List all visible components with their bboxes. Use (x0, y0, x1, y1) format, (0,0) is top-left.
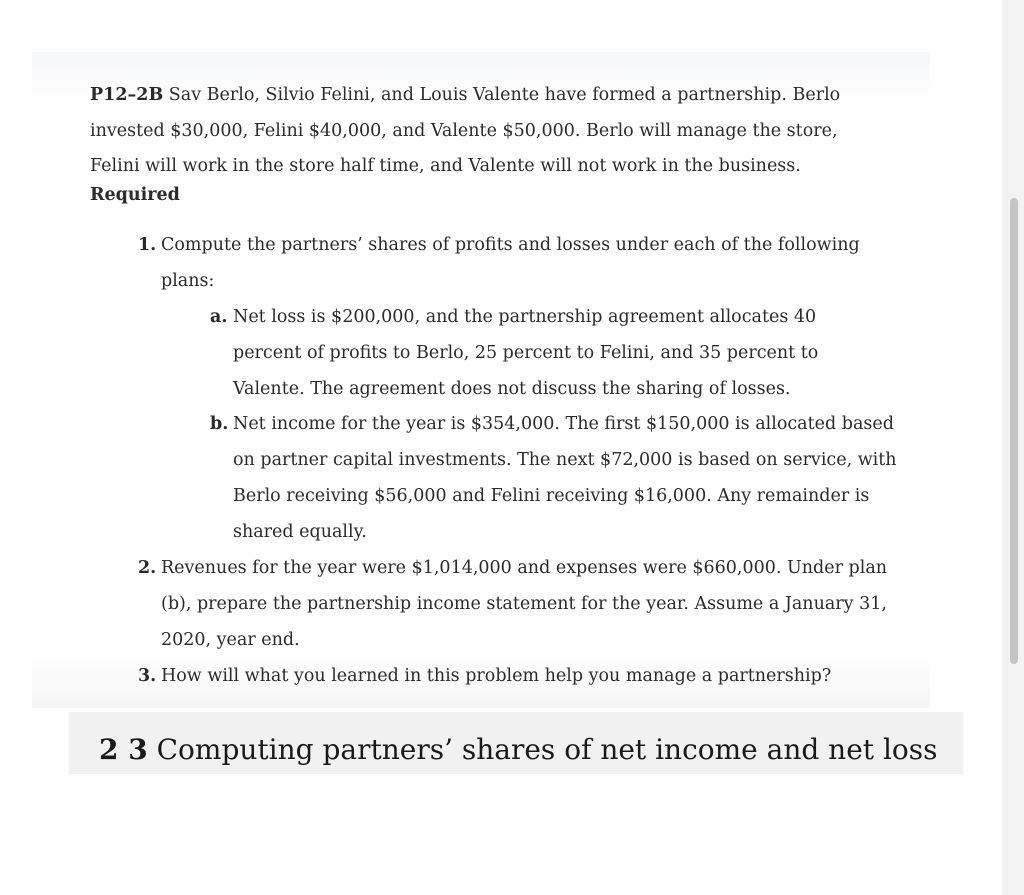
question-2-number: 2. (138, 558, 157, 578)
question-3-number: 3. (138, 666, 157, 686)
question-2-text: Revenues for the year were $1,014,000 and expenses were $660,000. Under plan (b), prepare the partnership income statement for the year. Assume a January 31, 2020, year end. (161, 558, 888, 650)
problem-intro (90, 78, 890, 185)
question-1 (138, 227, 878, 299)
question-1b-text: Net income for the year is $354,000. The first $150,000 is allocated based on partner capital investments. The next $72,000 is based on service, with Berlo receiving $56,000 and Felini receiving $16,000. Any remainder is shared equally. (233, 414, 897, 542)
question-1a-letter: a. (210, 307, 228, 327)
problem-id: P12–2B (90, 85, 164, 105)
scrollbar-thumb[interactable] (1010, 198, 1018, 664)
question-1a (210, 299, 890, 407)
question-1b (210, 406, 900, 550)
required-heading: Required (90, 185, 180, 205)
section-number: 2 3 (99, 733, 148, 766)
question-1a-text: Net loss is $200,000, and the partnership agreement allocates 40 percent of profits to Berlo, 25 percent to Felini, and 35 percent to Valente. The agreement does not discuss the sharing of losses. (233, 307, 819, 399)
question-2 (138, 550, 898, 658)
intro-text-1: Sav Berlo, Silvio Felini, and Louis Valente have formed a partnership. Berlo (163, 85, 841, 105)
section-title: Computing partners’ shares of net income and net loss (147, 733, 938, 766)
question-1-text: Compute the partners’ shares of profits and losses under each of the following plans: (161, 235, 860, 291)
intro-line-1 (90, 78, 890, 114)
question-1-number: 1. (138, 235, 157, 255)
question-3-text: How will what you learned in this problem help you manage a partnership? (161, 666, 832, 686)
question-3 (138, 658, 898, 694)
section-heading (99, 730, 938, 770)
intro-line-2: invested $30,000, Felini $40,000, and Valente $50,000. Berlo will manage the store, (90, 120, 838, 141)
question-1b-letter: b. (210, 414, 229, 434)
intro-line-3: Felini will work in the store half time, and Valente will not work in the business. (90, 156, 801, 176)
